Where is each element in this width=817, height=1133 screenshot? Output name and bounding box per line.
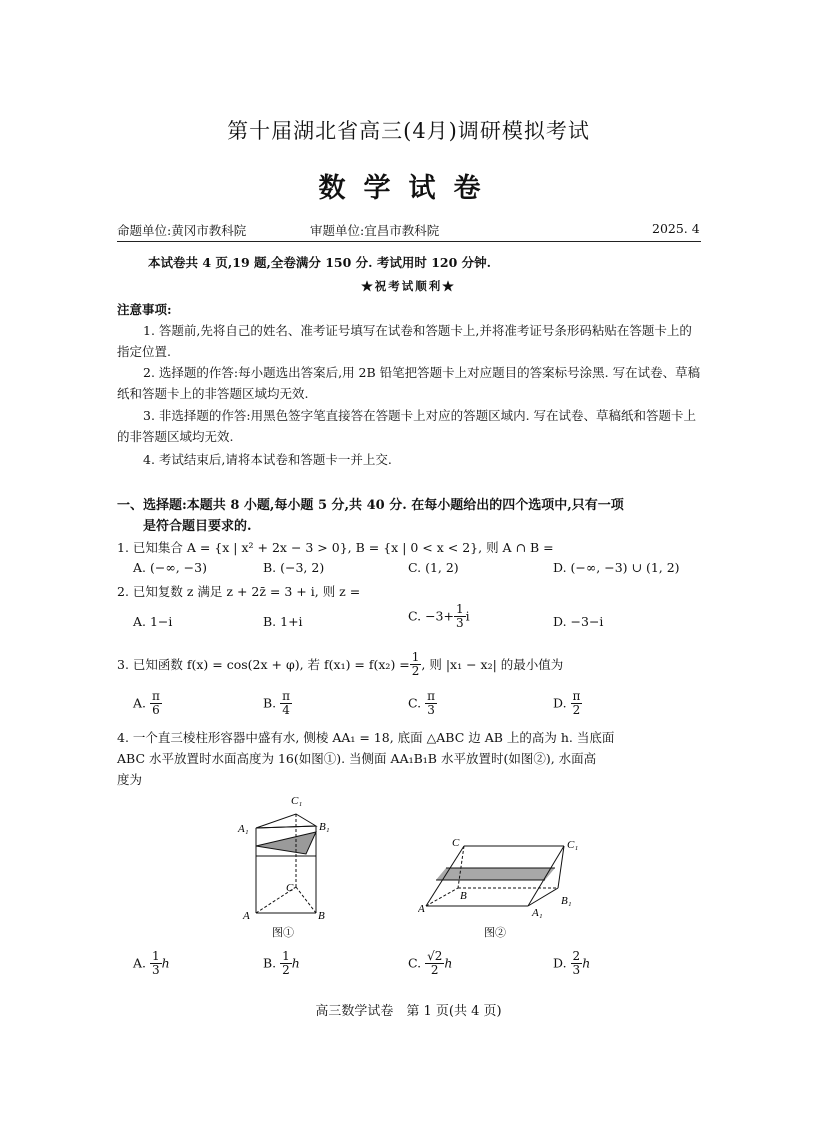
q1-option-b: B. (−3, 2) [263, 560, 325, 575]
q4-option-b-suffix: h [291, 955, 300, 971]
fig1-label-b1: B₁ [319, 821, 330, 833]
q4-option-b-num: 1 [282, 949, 290, 963]
q3-option-d [553, 690, 582, 716]
q4-option-a-den: 3 [152, 962, 160, 977]
q3-option-a-num: π [152, 689, 160, 703]
q4-option-c [408, 950, 452, 976]
q2-option-a: A. 1−i [133, 614, 173, 629]
q4-option-b-den: 2 [282, 962, 290, 977]
q4-option-d-den: 3 [572, 962, 581, 977]
fig1-label-c1: C₁ [291, 795, 303, 807]
q4-option-c-label: C. [408, 955, 422, 971]
note-item-4: 4. 考试结束后,请将本试卷和答题卡一并上交. [143, 452, 392, 467]
q2-option-c-suffix: i [465, 608, 470, 624]
exam-subject-title: 数学试卷 [318, 173, 499, 204]
q3-option-a-fraction [150, 690, 162, 716]
q3-option-c-fraction [425, 690, 437, 716]
q3-option-d-fraction [571, 690, 583, 716]
fig2-label-b1: B₁ [561, 895, 572, 907]
q4-option-b-fraction [280, 950, 292, 976]
q2-option-c [408, 603, 470, 629]
q3-option-c [408, 690, 437, 716]
fig1-label-a: A [243, 910, 250, 922]
q4-option-c-num: √2 [427, 949, 443, 963]
question-2-stem: 2. 已知复数 z 满足 z + 2z̄ = 3 + i, 则 z = [117, 584, 361, 599]
q3-option-b-den: 4 [282, 702, 290, 717]
q4-stem-line-2: ABC 水平放置时水面高度为 16(如图①). 当侧面 AA₁B₁B 水平放置时(如图②), 水面高 [117, 751, 597, 766]
fig2-water-surface [436, 868, 555, 880]
q4-option-d-num: 2 [572, 949, 581, 963]
q1-option-c: C. (1, 2) [408, 560, 459, 575]
good-luck-line: ★祝考试顺利★ [361, 279, 456, 293]
figure-2-prism [418, 832, 593, 942]
q2-option-c-fraction [454, 603, 466, 629]
question-1-stem: 1. 已知集合 A = {x | x² + 2x − 3 > 0}, B = {x | 0 < x < 2}, 则 A ∩ B = [117, 540, 554, 555]
question-3-stem [117, 651, 563, 677]
fig1-label-a1: A₁ [238, 823, 249, 835]
note-item-1: 1. 答题前,先将自己的姓名、准考证号填写在试卷和答题卡上,并将准考证号条形码粘贴在答题卡上的指定位置. [117, 323, 692, 359]
q4-option-a [133, 950, 170, 976]
q3-stem-suffix: , 则 |x₁ − x₂| 的最小值为 [421, 657, 564, 673]
q4-option-a-suffix: h [161, 955, 170, 971]
fig1-caption: 图① [272, 927, 294, 939]
fig2-label-c1: C₁ [567, 839, 579, 851]
q1-option-a: A. (−∞, −3) [133, 560, 207, 575]
q2-option-b: B. 1+i [263, 614, 303, 629]
q3-option-d-den: 2 [572, 702, 581, 717]
note-item-2: 2. 选择题的作答:每小题选出答案后,用 2B 铅笔把答题卡上对应题目的答案标号涂黑. 写在试卷、草稿纸和答题卡上的非答题区域均无效. [117, 365, 701, 401]
q4-option-d-suffix: h [582, 955, 591, 971]
q4-option-b [263, 950, 300, 976]
q3-option-a-label: A. [133, 695, 147, 711]
note-item-3: 3. 非选择题的作答:用黑色签字笔直接答在答题卡上对应的答题区域内. 写在试卷、草稿纸和答题卡上的非答题区域均无效. [117, 408, 697, 444]
section-heading [117, 495, 707, 537]
q4-option-d [553, 950, 590, 976]
fig1-label-c: C [286, 882, 294, 894]
fig2-label-b: B [460, 890, 467, 902]
q3-stem-prefix: 3. 已知函数 f(x) = cos(2x + φ), 若 f(x₁) = f(x₂) = [117, 657, 410, 673]
notes-title: 注意事项: [117, 302, 172, 317]
q2-option-d: D. −3−i [553, 614, 604, 629]
q3-option-d-label: D. [553, 695, 567, 711]
q2-option-c-prefix: C. −3+ [408, 608, 454, 624]
q3-option-a [133, 690, 162, 716]
q4-option-c-den: 2 [430, 962, 439, 977]
q3-option-b-num: π [282, 689, 291, 703]
q3-option-a-den: 6 [152, 702, 160, 717]
fig2-label-c: C [452, 837, 460, 849]
q2-option-c-den: 3 [455, 615, 464, 630]
author-unit: 命题单位:黄冈市教科院 [117, 223, 247, 238]
q4-option-a-num: 1 [152, 949, 160, 963]
q3-stem-den: 2 [411, 663, 420, 678]
fig2-caption: 图② [484, 927, 506, 939]
q3-option-c-label: C. [408, 695, 422, 711]
q4-option-a-fraction [150, 950, 162, 976]
section-heading-line-1: 一、选择题:本题共 8 小题,每小题 5 分,共 40 分. 在每小题给出的四个选项中,只有一项 [117, 498, 624, 513]
question-4-stem [117, 727, 703, 790]
exam-date: 2025. 4 [652, 221, 700, 236]
q3-option-c-num: π [427, 689, 435, 703]
fig2-label-a: A [418, 903, 425, 915]
q4-stem-line-1: 4. 一个直三棱柱形容器中盛有水, 侧棱 AA₁ = 18, 底面 △ABC 边 AB 上的高为 h. 当底面 [117, 730, 615, 745]
q2-option-c-num: 1 [455, 602, 464, 616]
q3-option-c-den: 3 [427, 702, 435, 717]
q1-option-d: D. (−∞, −3) ∪ (1, 2) [553, 560, 680, 575]
q3-option-d-num: π [572, 689, 581, 703]
q3-option-b [263, 690, 292, 716]
exam-title: 第十届湖北省高三(4月)调研模拟考试 [227, 119, 590, 143]
fig1-label-b: B [318, 910, 325, 922]
q3-stem-fraction [410, 651, 422, 677]
section-heading-line-2: 是符合题目要求的. [143, 519, 252, 534]
fig2-label-a1: A₁ [532, 907, 543, 919]
review-unit: 审题单位:宜昌市教科院 [310, 223, 440, 238]
q3-option-b-label: B. [263, 695, 277, 711]
q4-option-c-fraction [425, 950, 444, 976]
q4-option-a-label: A. [133, 955, 147, 971]
q4-option-d-label: D. [553, 955, 567, 971]
q4-option-c-suffix: h [444, 955, 453, 971]
q3-option-b-fraction [280, 690, 292, 716]
page-footer: 高三数学试卷 第 1 页(共 4 页) [315, 1004, 502, 1019]
q4-option-b-label: B. [263, 955, 277, 971]
exam-intro: 本试卷共 4 页,19 题,全卷满分 150 分. 考试用时 120 分钟. [148, 255, 492, 270]
q3-stem-num: 1 [411, 650, 420, 664]
q4-option-d-fraction [571, 950, 583, 976]
q4-stem-line-3: 度为 [117, 772, 143, 787]
figure-1-prism [234, 788, 344, 943]
header-rule [117, 241, 701, 242]
